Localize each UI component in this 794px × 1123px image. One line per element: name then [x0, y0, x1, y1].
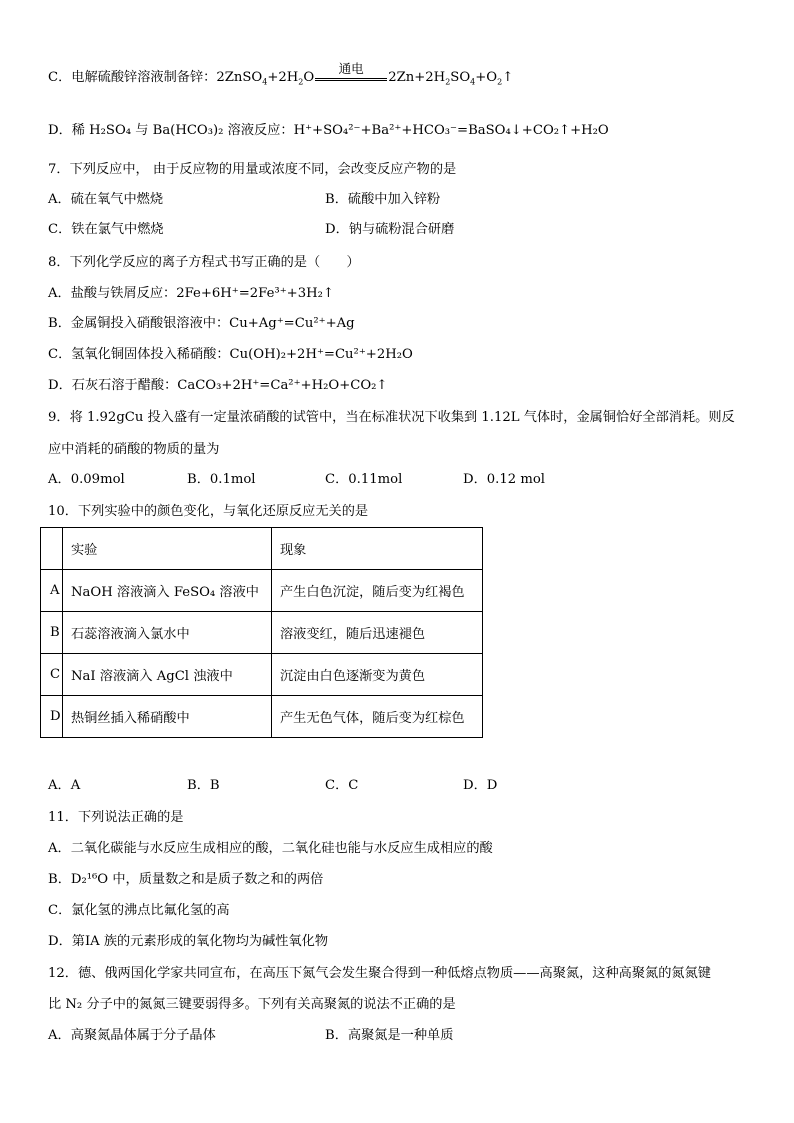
q8-option-c: C．氢氧化铜固体投入稀硝酸：Cu(OH)₂+2H⁺=Cu²⁺+2H₂O — [48, 347, 413, 362]
table-header-cell: 实验 — [63, 528, 272, 570]
table-cell-key: C — [41, 654, 63, 696]
q9-stem-line1: 9．将 1.92gCu 投入盛有一定量浓硝酸的试管中，当在标准状况下收集到 1.12L 气体时，金属铜恰好全部消耗。则反 — [48, 410, 735, 425]
electrolysis-arrow — [315, 60, 387, 85]
table-row — [41, 696, 483, 738]
q11-option-d: D．第ⅠA 族的元素形成的氧化物均为碱性氧化物 — [48, 934, 329, 949]
q11-option-a: A．二氧化碳能与水反应生成相应的酸，二氧化硅也能与水反应生成相应的酸 — [48, 841, 493, 856]
table-header-cell: 现象 — [272, 528, 483, 570]
q7-option-d: D．钠与硫粉混合研磨 — [325, 222, 455, 237]
q12-stem-line2: 比 N₂ 分子中的氮氮三键要弱得多。下列有关高聚氮的说法不正确的是 — [48, 997, 456, 1012]
table-cell-phenomenon: 产生无色气体，随后变为红棕色 — [272, 696, 483, 738]
table-row — [41, 612, 483, 654]
q6-c-text-6: +O — [475, 70, 498, 85]
q8-stem: 8．下列化学反应的离子方程式书写正确的是（ ） — [48, 255, 360, 270]
table-header-row — [41, 528, 483, 570]
q6-c-text-5: SO — [450, 70, 471, 85]
q6-c-text-4: 2Zn+2H — [388, 70, 446, 85]
q6-option-d: D．稀 H₂SO₄ 与 Ba(HCO₃)₂ 溶液反应：H⁺+SO₄²⁻+Ba²⁺+HCO₃⁻=BaSO₄↓+CO₂↑+H₂O — [48, 123, 609, 138]
q12-option-a: A．高聚氮晶体属于分子晶体 — [48, 1028, 216, 1043]
table-header-cell — [41, 528, 63, 570]
q7-option-c: C．铁在氯气中燃烧 — [48, 222, 164, 237]
q7-option-a: A．硫在氧气中燃烧 — [48, 192, 164, 207]
table-cell-phenomenon: 沉淀由白色逐渐变为黄色 — [272, 654, 483, 696]
q10-option-d: D．D — [463, 778, 498, 793]
table-cell-phenomenon: 产生白色沉淀，随后变为红褐色 — [272, 570, 483, 612]
q10-experiment-table — [40, 527, 483, 738]
electrolysis-condition: 通电 — [338, 60, 364, 76]
q6-c-text-1: C．电解硫酸锌溶液制备锌：2ZnSO — [48, 70, 263, 85]
q6-option-c: C．电解硫酸锌溶液制备锌：$2ZnSO_4+2H_2O$ 通电 $2Zn+2H_2SO_4+O_2↑$ — [48, 60, 514, 87]
q12-stem-line1: 12．德、俄两国化学家共同宣布，在高压下氮气会发生聚合得到一种低熔点物质——高聚氮，这种高聚氮的氮氮键 — [48, 966, 711, 981]
q10-option-b: B．B — [187, 778, 220, 793]
q9-option-d: D．0.12 mol — [463, 472, 545, 487]
table-cell-experiment: 热铜丝插入稀硝酸中 — [63, 696, 272, 738]
q9-option-a: A．0.09mol — [48, 472, 125, 487]
q8-option-b: B．金属铜投入硝酸银溶液中：Cu+Ag⁺=Cu²⁺+Ag — [48, 316, 355, 331]
table-cell-key: B — [41, 612, 63, 654]
table-cell-experiment: NaOH 溶液滴入 FeSO₄ 溶液中 — [63, 570, 272, 612]
q9-option-b: B．0.1mol — [187, 472, 256, 487]
q8-option-a: A．盐酸与铁屑反应：2Fe+6H⁺=2Fe³⁺+3H₂↑ — [48, 286, 334, 301]
q11-stem: 11．下列说法正确的是 — [48, 810, 184, 825]
q9-stem-line2: 应中消耗的硝酸的物质的量为 — [48, 442, 220, 457]
q6-c-text-3: O — [303, 70, 315, 85]
q10-option-a: A．A — [48, 778, 81, 793]
q11-option-c: C．氯化氢的沸点比氟化氢的高 — [48, 903, 230, 918]
q6-c-text-7: ↑ — [502, 70, 514, 85]
q10-option-c: C．C — [325, 778, 359, 793]
q10-stem: 10．下列实验中的颜色变化，与氧化还原反应无关的是 — [48, 504, 369, 519]
q8-option-d: D．石灰石溶于醋酸：CaCO₃+2H⁺=Ca²⁺+H₂O+CO₂↑ — [48, 378, 388, 393]
table-row — [41, 570, 483, 612]
q9-option-c: C．0.11mol — [325, 472, 403, 487]
table-cell-phenomenon: 溶液变红，随后迅速褪色 — [272, 612, 483, 654]
q6-c-text-2: +2H — [267, 70, 299, 85]
table-row — [41, 654, 483, 696]
table-cell-key: D — [41, 696, 63, 738]
q11-option-b: B．D₂¹⁶O 中，质量数之和是质子数之和的两倍 — [48, 872, 324, 887]
table-cell-key: A — [41, 570, 63, 612]
q7-option-b: B．硫酸中加入锌粉 — [325, 192, 441, 207]
table-cell-experiment: 石蕊溶液滴入氯水中 — [63, 612, 272, 654]
q7-stem: 7．下列反应中， 由于反应物的用量或浓度不同，会改变反应产物的是 — [48, 162, 457, 177]
table-cell-experiment: NaI 溶液滴入 AgCl 浊液中 — [63, 654, 272, 696]
q12-option-b: B．高聚氮是一种单质 — [325, 1028, 454, 1043]
